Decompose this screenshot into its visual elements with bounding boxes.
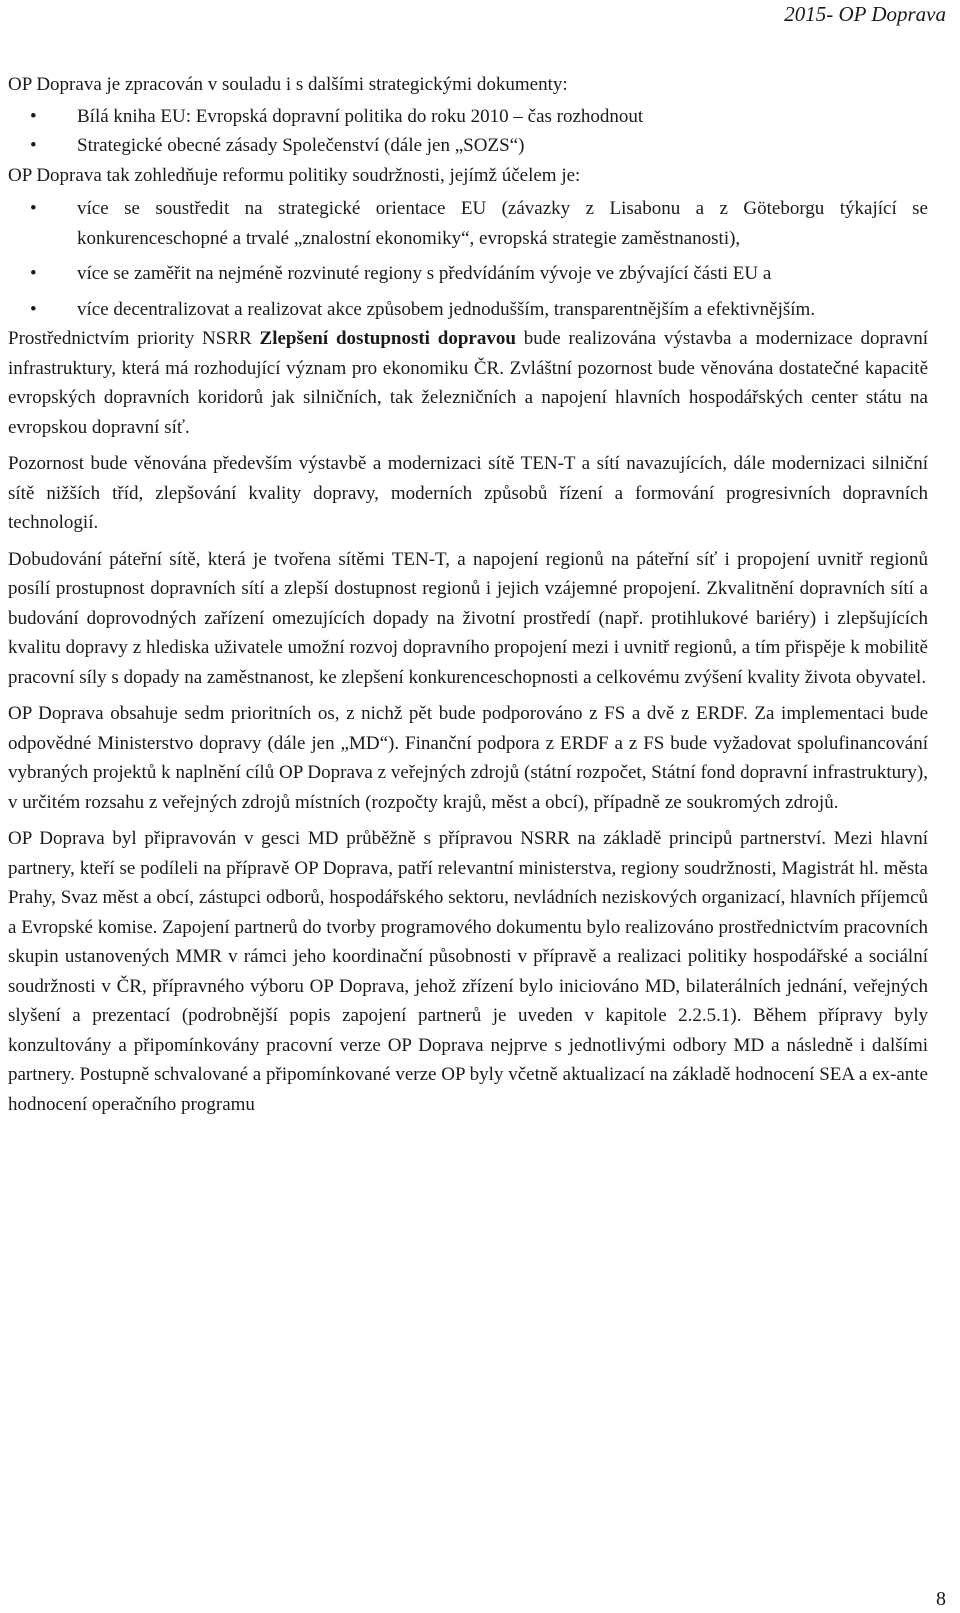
intro-paragraph: OP Doprava je zpracován v souladu i s dalšími strategickými dokumenty: <box>8 74 568 95</box>
priority-name: Zlepšení dostupnosti dopravou <box>259 328 516 349</box>
list-item <box>8 194 928 253</box>
priority-text-after: bude realizována výstavba a modernizace dopravní infrastruktury, která má rozhodující význam pro ekonomiku ČR. Zvláštní pozornost bude věnována dostatečné kapacitě evropských dopravních koridorů jak silničních, tak železničních a napojení hlavních hospodářských center státu na evropskou dopravní síť. <box>8 328 929 438</box>
page-header: 2015- OP Doprava <box>784 2 946 26</box>
priority-paragraph <box>8 324 928 442</box>
reform-intro-paragraph: OP Doprava tak zohledňuje reformu politiky soudržnosti, jejímž účelem je: <box>8 164 581 186</box>
paragraph-ten-t: Pozornost bude věnována především výstavbě a modernizaci sítě TEN-T a sítí navazujících, dále modernizaci silniční sítě nižších tříd, zlepšování kvality dopravy, moderních způsobů řízení a formování progresivních dopravních technologií. <box>8 453 928 533</box>
paragraph-partnership: OP Doprava byl připravován v gesci MD průběžně s přípravou NSRR na základě principů partnerství. Mezi hlavní partnery, kteří se podíleli na přípravě OP Doprava, patří relevantní ministerstva, regiony soudržnosti, Magistrát hl. města Prahy, Svaz měst a obcí, zástupci odborů, hospodářského sektoru, nevládních neziskových organizací, hlavních příjemců a Evropské komise. Zapojení partnerů do tvorby programového dokumentu bylo realizováno prostřednictvím pracovních skupin ustanovených MMR v rámci jeho koordinační působnosti v přípravě a realizaci politiky hospodářské a sociální soudržnosti v ČR, přípravného výboru OP Doprava, jehož zřízení bylo iniciováno MD, bilaterálních jednání, veřejných slyšení a prezentací (podrobnější popis zapojení partnerů je uveden v kapitole 2.2.5.1). Během přípravy byly konzultovány a připomínkovány pracovní verze OP Doprava nejprve s jednotlivými odbory MD a následně i dalšími partnery. Postupně schvalované a připomínkované verze OP byly včetně aktualizací na základě hodnocení SEA a ex-ante hodnocení operačního programu <box>8 828 928 1115</box>
page-number: 8 <box>936 1588 946 1610</box>
strategic-documents-list <box>8 102 928 161</box>
reform-goals-list <box>8 194 928 324</box>
document-body <box>8 70 928 1119</box>
list-item-text: více se soustředit na strategické orientace EU (závazky z Lisabonu a z Göteborgu týkající se konkurenceschopné a trvalé „znalostní ekonomiky“, evropská strategie zaměstnanosti), <box>77 198 928 249</box>
list-item <box>8 259 928 289</box>
bullet-icon: • <box>30 198 37 219</box>
list-item-text: Strategické obecné zásady Společenství (dále jen „SOZS“) <box>77 135 525 156</box>
bullet-icon: • <box>30 263 37 284</box>
bullet-icon: • <box>30 135 37 156</box>
bullet-icon: • <box>30 105 37 127</box>
list-item <box>8 131 928 161</box>
bullet-icon: • <box>30 298 37 320</box>
list-item <box>8 102 928 132</box>
list-item-text: více se zaměřit na nejméně rozvinuté regiony s předvídáním vývoje ve zbývající části EU a <box>77 263 772 284</box>
list-item <box>8 295 928 325</box>
paragraph-backbone-network: Dobudování páteřní sítě, která je tvořena sítěmi TEN-T, a napojení regionů na páteřní síť i propojení uvnitř regionů posílí prostupnost dopravních sítí a zlepší dostupnost regionů i jejich vzájemné propojení. Zkvalitnění dopravních sítí a budování doprovodných zařízení omezujících dopady na životní prostředí (např. protihlukové bariéry) i zlepšujících kvalitu dopravy z hlediska uživatele umožní rozvoj dopravního propojení mezi i uvnitř regionů, a tím přispěje k mobilitě pracovní síly s dopady na zaměstnanost, ke zlepšení konkurenceschopnosti a celkovému zvýšení kvality života obyvatel. <box>8 548 928 688</box>
priority-text-before: Prostřednictvím priority NSRR <box>8 328 260 349</box>
paragraph-priority-axes: OP Doprava obsahuje sedm prioritních os, z nichž pět bude podporováno z FS a dvě z ERDF. Za implementaci bude odpovědné Ministerstvo dopravy (dále jen „MD“). Finanční podpora z ERDF a z FS bude vyžadovat spolufinancování vybraných projektů k naplnění cílů OP Doprava z veřejných zdrojů (státní rozpočet, Státní fond dopravní infrastruktury), v určitém rozsahu z veřejných zdrojů místních (rozpočty krajů, měst a obcí), případně ze soukromých zdrojů. <box>8 703 928 813</box>
list-item-text: více decentralizovat a realizovat akce způsobem jednodušším, transparentnějším a efektivnějším. <box>77 298 816 320</box>
list-item-text: Bílá kniha EU: Evropská dopravní politika do roku 2010 – čas rozhodnout <box>77 105 644 127</box>
